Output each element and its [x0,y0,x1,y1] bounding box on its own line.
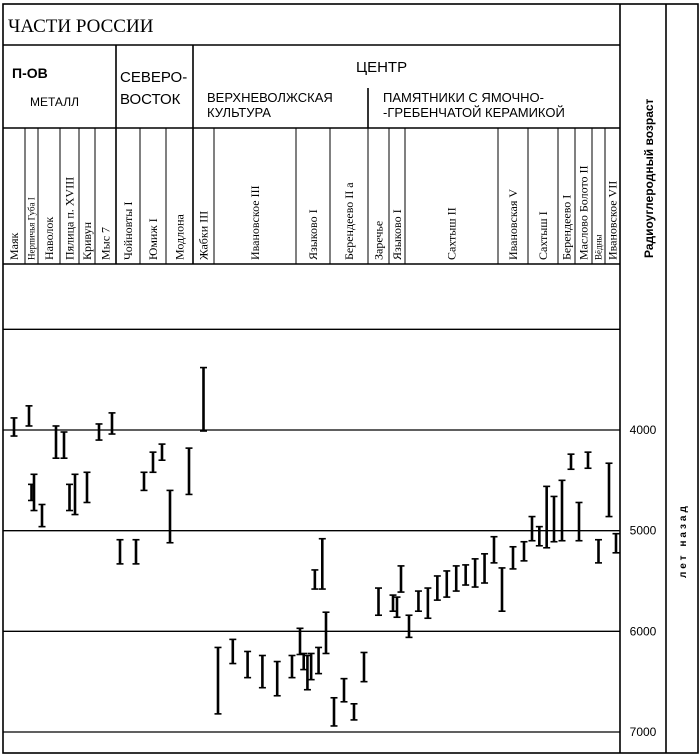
date-range-mark [361,652,368,681]
site-label: Наволок [42,216,57,260]
date-range-mark [117,540,124,564]
date-range-mark [259,655,266,687]
y-tick-label: 4000 [629,423,657,437]
site-label: Маслово Болото II [576,165,591,260]
date-range-mark [215,647,222,713]
date-range-mark [453,566,460,591]
date-range-mark [289,655,296,677]
date-range-mark [536,527,543,546]
date-range-mark [315,647,322,673]
date-range-mark [595,540,602,563]
site-label: Берендеево I [559,194,574,260]
date-range-mark [481,554,488,583]
date-range-mark [311,570,318,589]
site-label: Сахтыш I [536,211,551,260]
y-tick-label: 6000 [629,624,657,639]
date-range-mark [424,588,431,618]
date-range-mark [551,496,558,541]
chart-title: ЧАСТИ РОССИИ [8,16,154,37]
site-label: Заречье [371,220,386,260]
date-range-mark [406,615,413,637]
site-label: Модлона [172,214,187,260]
date-range-mark [576,502,583,540]
site-label: Берендеево II а [342,182,357,260]
site-label: Вёдны [593,234,604,260]
date-range-mark [613,534,620,553]
site-label: Ивановское VII [605,180,620,260]
region-kola-line2: МЕТАЛЛ [30,95,79,109]
y-tick-label: 7000 [629,725,657,739]
date-range-mark [521,542,528,561]
date-range-mark [529,517,536,541]
date-range-mark [462,565,469,585]
date-range-mark [84,472,91,502]
site-label: Жабки III [196,210,211,260]
site-label: Маяк [7,232,22,260]
date-range-mark [133,540,140,564]
date-range-mark [351,704,358,720]
date-range-mark [72,474,79,514]
y-tick-labels [630,423,657,739]
date-range-mark [319,539,326,589]
subregion-upper-volga-line1: ВЕРХНЕВОЛЖСКАЯ [207,90,333,105]
site-label: Языково I [306,209,321,260]
date-range-mark [375,588,382,615]
date-range-mark [568,454,575,469]
subregion-pit-comb-line1: ПАМЯТНИКИ С ЯМОЧНО- [383,90,544,105]
date-range-mark [543,486,550,547]
date-range-mark [499,568,506,611]
date-range-mark [274,662,281,696]
date-range-mark [341,679,348,702]
date-range-mark [150,452,157,472]
date-range-mark [96,424,103,440]
date-range-mark [53,426,60,458]
region-northeast-line1: СЕВЕРО- [120,69,188,86]
date-range-mark [297,628,304,654]
y-axis-unit-label: лет назад [678,503,689,578]
site-label: Сахтыш II [444,207,459,260]
date-range-mark [141,472,148,490]
site-label: Мыс 7 [98,226,113,260]
date-range-mark [39,504,46,526]
subregion-pit-comb-line2: -ГРЕБЕНЧАТОЙ КЕРАМИКОЙ [383,105,565,120]
date-range-mark [200,368,207,431]
y-axis-label: Радиоуглеродный возраст [642,98,656,258]
date-range-mark [331,698,338,726]
date-range-mark [394,597,401,617]
date-range-mark [186,448,193,494]
date-range-mark [167,490,174,542]
site-label: Языково I [390,209,405,260]
date-range-mark [323,612,330,653]
date-range-mark [510,547,517,569]
date-range-mark [61,432,68,458]
region-kola-line1: П-ОВ [12,65,48,81]
date-range-mark [109,413,116,434]
date-range-mark [11,418,18,436]
date-range-marks [11,368,620,726]
site-label: Юмиж I [146,218,161,260]
subregion-upper-volga-line2: КУЛЬТУРА [207,105,271,120]
date-range-mark [26,406,33,426]
date-range-mark [415,591,422,611]
region-center: ЦЕНТР [356,59,408,76]
date-range-mark [244,651,251,677]
site-label: Пялица п. XVIII [62,176,77,260]
site-label: Ивановская V [506,188,521,260]
site-label: Чойновты I [121,201,136,260]
date-range-mark [434,576,441,600]
site-label: Ивановское III [248,185,263,260]
date-range-mark [66,484,73,510]
date-range-mark [472,559,479,587]
y-tick-label: 5000 [629,523,657,538]
date-range-mark [229,639,236,663]
date-range-mark [491,537,498,563]
region-northeast-line2: ВОСТОК [120,91,181,108]
date-range-mark [443,571,450,597]
date-range-mark [585,452,592,468]
date-range-mark [559,480,566,540]
site-label: Кривун [80,221,95,260]
date-range-mark [606,463,613,516]
date-range-mark [159,444,166,460]
site-label: Нерпичья Губа I [26,197,37,260]
date-range-mark [398,566,405,592]
chart-frame [3,4,698,753]
